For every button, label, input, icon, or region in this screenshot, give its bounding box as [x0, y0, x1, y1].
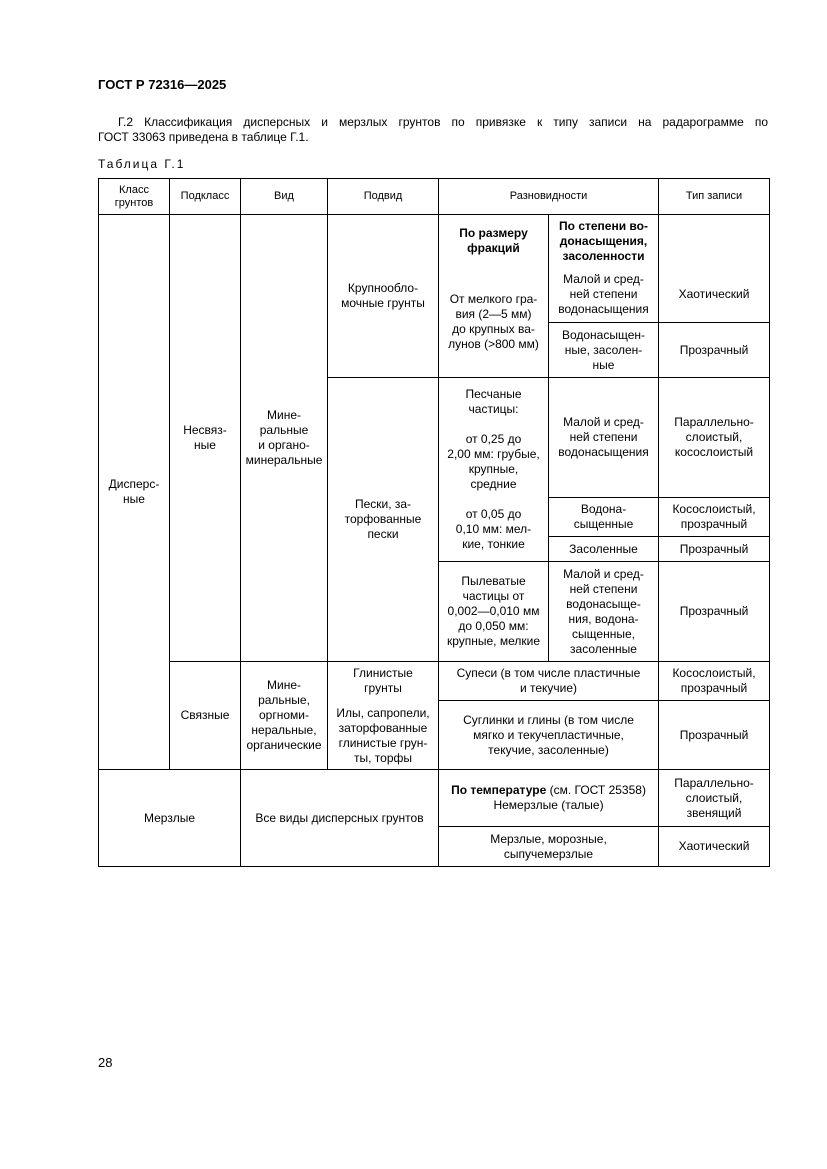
subkind-clay-a: Глинистые грунты [353, 665, 413, 695]
header-subkind: Подвид [328, 179, 439, 215]
table-wrap [98, 178, 769, 867]
intro-paragraph-line1: Г.2 Классификация дисперсных и мерзлых грунтов по привязке к типу записи на радарограмме по [118, 115, 768, 129]
loam: Суглинки и глины (в том числе мягко и текучепластичные, текучие, засоленные) [439, 701, 659, 770]
sand-size: Песчаные частицы: от 0,25 до 2,00 мм: грубые, крупные, средние от 0,05 до 0,10 мм: мел- кие, тонкие [439, 378, 549, 562]
page-number: 28 [98, 1055, 113, 1070]
coarse-rec-low: Хаотический [659, 268, 770, 323]
document-code: ГОСТ Р 72316—2025 [98, 77, 227, 92]
sandy-loam: Супеси (в том числе пластичные и текучие) [439, 662, 659, 701]
header-varieties: Разновидности [439, 179, 659, 215]
table-row [99, 770, 770, 827]
sand-sat-water: Водона- сыщенные [549, 498, 659, 537]
cell-empty [659, 215, 770, 268]
soil-classification-table [98, 178, 770, 867]
header-kind: Вид [241, 179, 328, 215]
subheader-by-size: По размеру фракций [439, 215, 549, 268]
kind-mineral: Мине- ральные и органо- минеральные [241, 215, 328, 662]
frozen-temp-head-bold: По температуре [451, 783, 547, 797]
frozen-frozen-rec: Хаотический [659, 827, 770, 867]
coarse-size-range: От мелкого гра- вия (2—5 мм) до крупных ва- лунов (>800 мм) [439, 268, 549, 378]
frozen-temp-head [442, 783, 655, 798]
silt-sat: Малой и сред- ней степени водонасыще- ния, водона- сыщенные, засоленные [549, 562, 659, 662]
subclass-cohesive: Связные [170, 662, 241, 770]
loam-rec: Прозрачный [659, 701, 770, 770]
subclass-noncohesive: Несвяз- ные [170, 215, 241, 662]
table-caption: Таблица Г.1 [98, 157, 186, 171]
frozen-temp-cell [439, 770, 659, 827]
sand-sat-salt: Засоленные [549, 537, 659, 562]
class-dispersed: Дисперс- ные [99, 215, 170, 770]
silt-size: Пылеватые частицы от 0,002—0,010 мм до 0,050 мм: крупные, мелкие [439, 562, 549, 662]
header-row [99, 179, 770, 215]
frozen-frozen: Мерзлые, морозные, сыпучемерзлые [439, 827, 659, 867]
subkind-coarse: Крупнообло- мочные грунты [328, 215, 439, 378]
header-record-type: Тип записи [659, 179, 770, 215]
kind-cohesive: Мине- ральные, оргноми- неральные, органические [241, 662, 328, 770]
frozen-temp-head-rest: (см. ГОСТ 25358) [546, 783, 646, 797]
subkind-sand: Пески, за- торфованные пески [328, 378, 439, 662]
header-class: Класс грунтов [99, 179, 170, 215]
intro-paragraph-line2: ГОСТ 33063 приведена в таблице Г.1. [98, 130, 309, 144]
sand-rec-water: Косослоистый, прозрачный [659, 498, 770, 537]
header-subclass: Подкласс [170, 179, 241, 215]
frozen-unfrozen: Немерзлые (талые) [493, 798, 604, 812]
sand-rec-salt: Прозрачный [659, 537, 770, 562]
class-frozen: Мерзлые [99, 770, 241, 867]
coarse-sat-water: Водонасыщен- ные, засолен- ные [549, 323, 659, 378]
sand-sat-low: Малой и сред- ней степени водонасыщения [549, 378, 659, 498]
subkind-clay [328, 662, 439, 770]
sand-rec-low: Параллельно- слоистый, косослоистый [659, 378, 770, 498]
sandy-loam-rec: Косослоистый, прозрачный [659, 662, 770, 701]
table-row [99, 215, 770, 268]
coarse-rec-water: Прозрачный [659, 323, 770, 378]
coarse-sat-low: Малой и сред- ней степени водонасыщения [549, 268, 659, 323]
subkind-clay-gap [331, 696, 435, 706]
intro-paragraph [98, 115, 768, 145]
frozen-unfrozen-rec: Параллельно- слоистый, звенящий [659, 770, 770, 827]
kind-all-dispersed: Все виды дисперсных грунтов [241, 770, 439, 867]
table-row [99, 662, 770, 701]
subkind-clay-b: Илы, сапропели, заторфованные глинистые грун- ты, торфы [336, 705, 430, 765]
silt-rec: Прозрачный [659, 562, 770, 662]
subheader-by-saturation: По степени во- донасыщения, засоленности [549, 215, 659, 268]
